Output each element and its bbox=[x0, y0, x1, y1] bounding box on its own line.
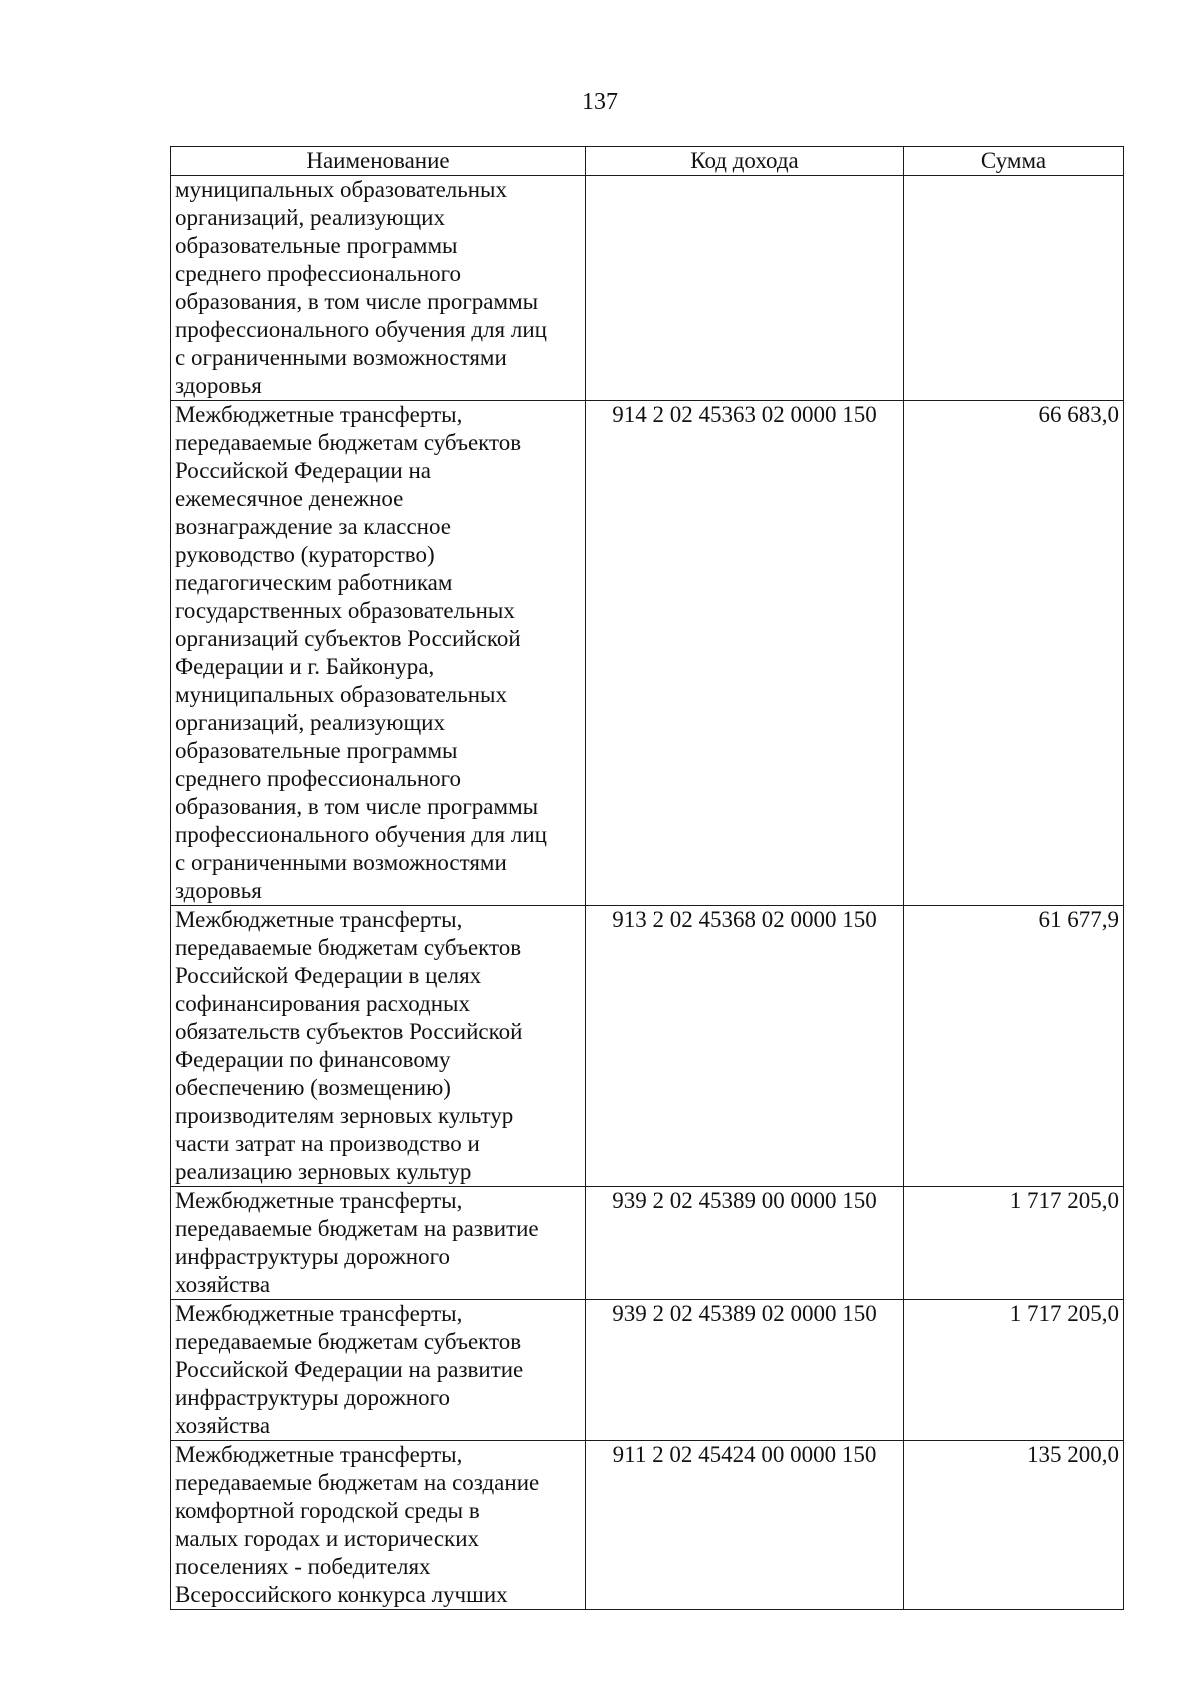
row-code bbox=[586, 176, 904, 401]
table-row bbox=[171, 1441, 1124, 1610]
row-code: 911 2 02 45424 00 0000 150 bbox=[586, 1441, 904, 1610]
header-name: Наименование bbox=[171, 147, 586, 176]
row-sum: 135 200,0 bbox=[904, 1441, 1124, 1610]
row-sum: 1 717 205,0 bbox=[904, 1187, 1124, 1300]
table-row bbox=[171, 1187, 1124, 1300]
row-name: Межбюджетные трансферты, передаваемые бюджетам на создание комфортной городской среды в малых городах и исторических поселениях - победителях Всероссийского конкурса лучших bbox=[171, 1441, 586, 1610]
page-number: 137 bbox=[582, 89, 618, 115]
row-code: 913 2 02 45368 02 0000 150 bbox=[586, 906, 904, 1187]
row-sum: 66 683,0 bbox=[904, 401, 1124, 906]
row-sum bbox=[904, 176, 1124, 401]
table-row bbox=[171, 906, 1124, 1187]
header-code: Код дохода bbox=[586, 147, 904, 176]
row-name: Межбюджетные трансферты, передаваемые бюджетам субъектов Российской Федерации на ежемесячное денежное вознаграждение за классное руководство (кураторство) педагогическим работникам государственных образовательных организаций субъектов Российской Федерации и г. Байконура, муниципальных образовательных организаций, реализующих образовательные программы среднего профессионального образования, в том числе программы профессионального обучения для лиц с ограниченными возможностями здоровья bbox=[171, 401, 586, 906]
row-name: Межбюджетные трансферты, передаваемые бюджетам субъектов Российской Федерации на развитие инфраструктуры дорожного хозяйства bbox=[171, 1300, 586, 1441]
row-name: Межбюджетные трансферты, передаваемые бюджетам на развитие инфраструктуры дорожного хозяйства bbox=[171, 1187, 586, 1300]
table-row bbox=[171, 401, 1124, 906]
row-sum: 61 677,9 bbox=[904, 906, 1124, 1187]
row-code: 914 2 02 45363 02 0000 150 bbox=[586, 401, 904, 906]
table-row bbox=[171, 176, 1124, 401]
table-row bbox=[171, 1300, 1124, 1441]
row-code: 939 2 02 45389 00 0000 150 bbox=[586, 1187, 904, 1300]
row-name: муниципальных образовательных организаций, реализующих образовательные программы среднего профессионального образования, в том числе программы профессионального обучения для лиц с ограниченными возможностями здоровья bbox=[171, 176, 586, 401]
header-sum: Сумма bbox=[904, 147, 1124, 176]
table-header-row bbox=[171, 147, 1124, 176]
row-sum: 1 717 205,0 bbox=[904, 1300, 1124, 1441]
row-name: Межбюджетные трансферты, передаваемые бюджетам субъектов Российской Федерации в целях софинансирования расходных обязательств субъектов Российской Федерации по финансовому обеспечению (возмещению) производителям зерновых культур части затрат на производство и реализацию зерновых культур bbox=[171, 906, 586, 1187]
budget-revenue-table bbox=[170, 146, 1124, 1610]
row-code: 939 2 02 45389 02 0000 150 bbox=[586, 1300, 904, 1441]
